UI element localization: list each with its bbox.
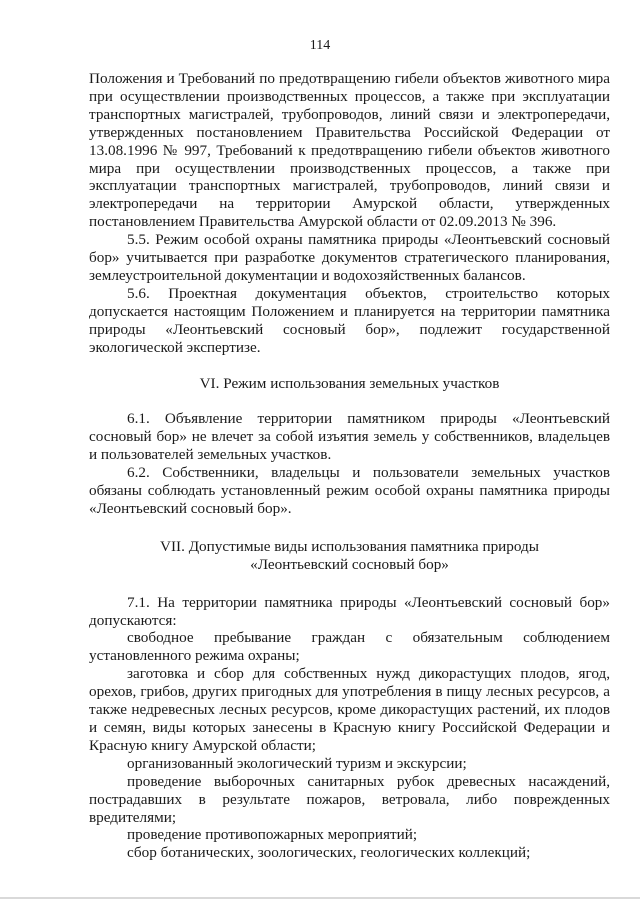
scan-edge [0, 897, 640, 899]
paragraph-5-5: 5.5. Режим особой охраны памятника природы «Леонтьевский сосновый бор» учитывается при разработке документов стратегического планирования, землеустроительной документации и водохозяйственных балансов. [89, 231, 610, 284]
paragraph-line: транспортных магистралей, трубопроводов, линий связи и электропередачи, [89, 105, 610, 123]
list-item: проведение противопожарных мероприятий; [127, 826, 418, 844]
paragraph-6-2: 6.2. Собственники, владельцы и пользователи земельных участков обязаны соблюдать установленный режим особой охраны памятника природы «Леонтьевский сосновый бор». [89, 464, 610, 517]
document-body [89, 70, 610, 862]
list-item: проведение выборочных санитарных рубок древесных насаждений, пострадавших в результате пожаров, ветровала, либо поврежденных вредителями; [89, 772, 610, 826]
page-number: 114 [309, 38, 331, 53]
section-heading-7-line2: «Леонтьевский сосновый бор» [250, 555, 449, 573]
paragraph-line: мира при осуществлении производственных процессов, а также при [89, 159, 610, 177]
paragraph-7-1: 7.1. На территории памятника природы «Леонтьевский сосновый бор» допускаются: [89, 593, 610, 629]
paragraph-line: постановлением Правительства Амурской области от 02.09.2013 № 396. [89, 213, 557, 231]
paragraph-line: утвержденных постановлением Правительства Российской Федерации от [89, 123, 610, 141]
list-item: сбор ботанических, зоологических, геологических коллекций; [127, 844, 531, 862]
paragraph-line: электропередачи на территории Амурской области, утвержденных [89, 195, 610, 213]
paragraph-6-1: 6.1. Объявление территории памятником природы «Леонтьевский сосновый бор» не влечет за собой изъятия земель у собственников, владельцев и пользователей земельных участков. [89, 410, 610, 464]
allowed-uses-list [89, 629, 610, 862]
section-heading-6: VI. Режим использования земельных участков [199, 374, 500, 392]
paragraph-line: Положения и Требований по предотвращению гибели объектов животного мира [89, 70, 610, 87]
list-item: организованный экологический туризм и экскурсии; [127, 754, 467, 772]
list-item: заготовка и сбор для собственных нужд дикорастущих плодов, ягод, орехов, грибов, других пригодных для употребления в пищу лесных ресурсов, а также недревесных лесных ресурсов, кроме дикорастущих растений, их плодов и семян, виды которых занесены в Красную книгу Российской Федерации и Красную книгу Амурской области; [89, 665, 610, 754]
paragraph-line: при осуществлении производственных процессов, а также при эксплуатации [89, 87, 610, 105]
section-heading-7-line1: VII. Допустимые виды использования памятника природы [160, 537, 539, 555]
paragraph-line: эксплуатации транспортных магистралей, трубопроводов, линий связи и [89, 177, 610, 195]
continuation-paragraph [89, 70, 610, 231]
list-item: свободное пребывание граждан с обязательным соблюдением установленного режима охраны; [89, 629, 610, 665]
paragraph-line: 13.08.1996 № 997, Требований к предотвращению гибели объектов животного [89, 141, 610, 159]
paragraph-5-6: 5.6. Проектная документация объектов, строительство которых допускается настоящим Положением и планируется на территории памятника природы «Леонтьевский сосновый бор», подлежит государственной экологической экспертизе. [89, 284, 610, 356]
